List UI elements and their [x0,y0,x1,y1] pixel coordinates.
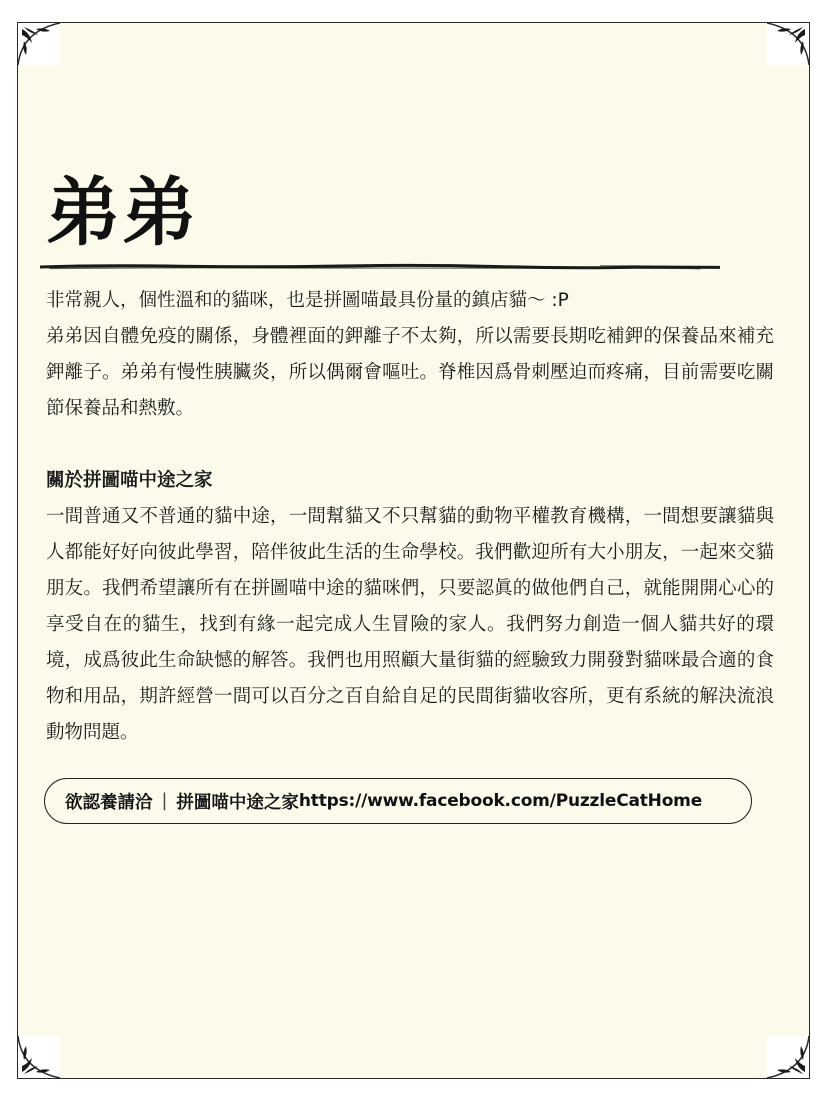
pet-intro-paragraph: 非常親人，個性溫和的貓咪，也是拼圖喵最具份量的鎮店貓～ :P [46,290,569,311]
contact-org-name: 拼圖喵中途之家 [176,792,299,813]
about-paragraph: 一間普通又不普通的貓中途，一間幫貓又不只幫貓的動物平權教育機構，一間想要讓貓與人都能好好向彼此學習，陪伴彼此生活的生命學校。我們歡迎所有大小朋友，一起來交貓朋友。我們希望讓所有在拼圖喵中途的貓咪們，只要認眞的做他們自己，就能開開心心的享受自在的貓生，找到有緣一起完成人生冒險的家人。我們努力創造一個人貓共好的環境，成爲彼此生命缺憾的解答。我們也用照顧大量街貓的經驗致力開發對貓咪最合適的食物和用品，期許經營一間可以百分之百自給自足的民間街貓收容所，更有系統的解決流浪動物問題。 [46,506,774,743]
corner-ornament-top-right [767,23,809,65]
contact-facebook-link[interactable]: https://www.facebook.com/PuzzleCatHome [298,791,703,811]
corner-ornament-top-left [18,23,60,65]
brush-stroke-divider [40,262,720,272]
contact-info-pill [44,778,752,824]
pet-health-paragraph: 弟弟因自體免疫的關係，身體裡面的鉀離子不太夠，所以需要長期吃補鉀的保養品來補充鉀離子。弟弟有慢性胰臟炎，所以偶爾會嘔吐。脊椎因爲骨刺壓迫而疼痛，目前需要吃關節保養品和熱敷。 [46,326,774,419]
about-heading: 關於拼圖喵中途之家 [46,470,213,491]
corner-ornament-bottom-right [767,1036,809,1078]
main-content [46,283,774,751]
contact-separator: | [161,791,168,811]
pet-name-title: 弟弟 [46,170,198,256]
corner-ornament-bottom-left [18,1036,60,1078]
contact-label: 欲認養請洽 [65,792,153,813]
